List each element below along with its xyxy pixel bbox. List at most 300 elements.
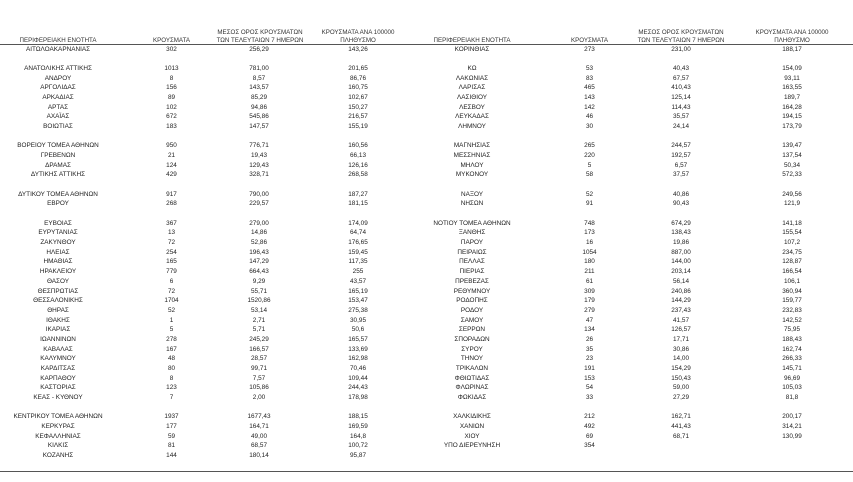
region-cell: ΖΑΚΥΝΘΟΥ bbox=[40, 239, 76, 247]
per100k-cell: 200,17 bbox=[782, 413, 802, 421]
region-cell: ΡΟΔΟΥ bbox=[460, 306, 484, 314]
cases-cell: 220 bbox=[584, 151, 595, 159]
region-cell: ΦΩΚΙΔΑΣ bbox=[457, 393, 487, 401]
per100k-cell: 96,69 bbox=[784, 374, 800, 382]
right-header-avg: ΜΕΣΟΣ ΟΡΟΣ ΚΡΟΥΣΜΑΤΩΝ ΤΩΝ ΤΕΛΕΥΤΑΙΩΝ 7 ΗΜΕΡΩΝ bbox=[637, 29, 725, 44]
cases-cell: 156 bbox=[166, 84, 177, 92]
cases-cell: 177 bbox=[166, 423, 177, 431]
cases-cell: 47 bbox=[585, 316, 594, 324]
per100k-cell: 201,65 bbox=[348, 64, 368, 72]
avg-cell: 410,43 bbox=[671, 84, 691, 92]
region-cell: ΚΑΛΥΜΝΟΥ bbox=[40, 355, 76, 363]
cases-cell: 212 bbox=[584, 413, 595, 421]
avg-cell: 279,00 bbox=[249, 219, 269, 227]
region-cell: ΑΡΚΑΔΙΑΣ bbox=[42, 93, 74, 101]
region-cell: ΘΑΣΟΥ bbox=[46, 277, 70, 285]
cases-cell: 1937 bbox=[164, 413, 179, 421]
table-row bbox=[0, 296, 853, 306]
table-row bbox=[0, 141, 853, 151]
per100k-cell: 105,03 bbox=[782, 384, 802, 392]
per100k-cell: 141,18 bbox=[782, 219, 802, 227]
per100k-cell: 143,26 bbox=[348, 45, 368, 53]
table-row bbox=[0, 209, 853, 219]
region-cell: ΠΕΛΛΑΣ bbox=[459, 258, 485, 266]
avg-cell: 8,57 bbox=[252, 74, 266, 82]
region-cell: ΙΩΑΝΝΙΝΩΝ bbox=[40, 335, 76, 343]
cases-cell: 7 bbox=[169, 393, 174, 401]
cases-cell: 302 bbox=[166, 45, 177, 53]
table-row bbox=[0, 277, 853, 287]
avg-cell: 166,57 bbox=[249, 345, 269, 353]
per100k-cell: 130,99 bbox=[782, 432, 802, 440]
avg-cell: 56,14 bbox=[673, 277, 689, 285]
cases-cell: 46 bbox=[585, 113, 594, 121]
region-cell: ΡΟΔΟΠΗΣ bbox=[456, 297, 488, 305]
region-cell: ΗΡΑΚΛΕΙΟΥ bbox=[39, 268, 77, 276]
footer-rule bbox=[0, 471, 853, 472]
avg-cell: 664,43 bbox=[249, 268, 269, 276]
region-cell: ΕΥΡΥΤΑΝΙΑΣ bbox=[38, 229, 78, 237]
region-cell: ΛΑΣΙΘΙΟΥ bbox=[456, 93, 488, 101]
cases-cell: 6 bbox=[169, 277, 174, 285]
avg-cell: 30,86 bbox=[673, 345, 689, 353]
cases-cell: 179 bbox=[584, 297, 595, 305]
region-cell: ΠΙΕΡΙΑΣ bbox=[459, 268, 485, 276]
table-row bbox=[0, 190, 853, 200]
right-header-per100k: ΚΡΟΥΣΜΑΤΑ ΑΝΑ 100000 ΠΛΗΘΥΣΜΟ bbox=[755, 29, 829, 44]
cases-cell: 273 bbox=[584, 45, 595, 53]
region-cell: ΦΛΩΡΙΝΑΣ bbox=[455, 384, 489, 392]
per100k-cell: 128,87 bbox=[782, 258, 802, 266]
cases-cell: 23 bbox=[585, 355, 594, 363]
region-cell: ΜΥΚΟΝΟΥ bbox=[455, 171, 489, 179]
region-cell: ΘΕΣΠΡΩΤΙΑΣ bbox=[37, 287, 79, 295]
table-row bbox=[0, 383, 853, 393]
cases-cell: 58 bbox=[585, 171, 594, 179]
cases-cell: 124 bbox=[166, 161, 177, 169]
per100k-cell: 66,13 bbox=[350, 151, 366, 159]
avg-cell: 256,29 bbox=[249, 45, 269, 53]
table-row bbox=[0, 451, 853, 461]
avg-cell: 99,71 bbox=[251, 364, 267, 372]
cases-cell: 779 bbox=[166, 268, 177, 276]
table-row bbox=[0, 364, 853, 374]
cases-cell: 1 bbox=[169, 316, 174, 324]
avg-cell: 129,43 bbox=[249, 161, 269, 169]
per100k-cell: 117,35 bbox=[348, 258, 368, 266]
table-row bbox=[0, 432, 853, 442]
table-row bbox=[0, 267, 853, 277]
table-row bbox=[0, 422, 853, 432]
avg-cell: 143,57 bbox=[249, 84, 269, 92]
region-cell: ΒΟΡΕΙΟΥ ΤΟΜΕΑ ΑΘΗΝΩΝ bbox=[17, 142, 99, 150]
avg-cell: 1520,86 bbox=[247, 297, 271, 305]
per100k-cell: 169,59 bbox=[348, 423, 368, 431]
region-cell: ΕΒΡΟΥ bbox=[47, 200, 69, 208]
region-cell: ΚΑΡΔΙΤΣΑΣ bbox=[40, 364, 76, 372]
per100k-cell: 30,95 bbox=[350, 316, 366, 324]
avg-cell: 19,43 bbox=[251, 151, 267, 159]
cases-cell: 211 bbox=[584, 268, 595, 276]
avg-cell: 2,00 bbox=[252, 393, 266, 401]
cases-cell: 950 bbox=[166, 142, 177, 150]
table-row bbox=[0, 83, 853, 93]
cases-cell: 142 bbox=[584, 103, 595, 111]
per100k-cell: 86,76 bbox=[350, 74, 366, 82]
cases-cell: 265 bbox=[584, 142, 595, 150]
avg-cell: 154,29 bbox=[671, 364, 691, 372]
avg-cell: 441,43 bbox=[671, 423, 691, 431]
avg-cell: 192,57 bbox=[671, 151, 691, 159]
per100k-cell: 155,19 bbox=[348, 122, 368, 130]
per100k-cell: 106,1 bbox=[784, 277, 800, 285]
avg-cell: 90,43 bbox=[673, 200, 689, 208]
per100k-cell: 188,15 bbox=[348, 413, 368, 421]
avg-cell: 6,57 bbox=[674, 161, 688, 169]
cases-cell: 72 bbox=[167, 287, 176, 295]
table-row bbox=[0, 403, 853, 413]
region-cell: ΚΑΡΠΑΘΟΥ bbox=[40, 374, 76, 382]
region-cell: ΚΕΦΑΛΛΗΝΙΑΣ bbox=[35, 432, 81, 440]
region-cell: ΚΟΡΙΝΘΙΑΣ bbox=[454, 45, 490, 53]
region-cell: ΝΑΞΟΥ bbox=[460, 190, 484, 198]
cases-cell: 165 bbox=[166, 258, 177, 266]
per100k-cell: 187,27 bbox=[348, 190, 368, 198]
region-cell: ΞΑΝΘΗΣ bbox=[458, 229, 486, 237]
avg-cell: 85,29 bbox=[251, 93, 267, 101]
avg-cell: 28,57 bbox=[251, 355, 267, 363]
avg-cell: 125,14 bbox=[671, 93, 691, 101]
table-row bbox=[0, 335, 853, 345]
left-header-per100k: ΚΡΟΥΣΜΑΤΑ ΑΝΑ 100000 ΠΛΗΘΥΣΜΟ bbox=[321, 29, 395, 44]
avg-cell: 328,71 bbox=[249, 171, 269, 179]
per100k-cell: 268,58 bbox=[348, 171, 368, 179]
avg-cell: 240,86 bbox=[671, 287, 691, 295]
table-row bbox=[0, 112, 853, 122]
region-cell: ΘΕΣΣΑΛΟΝΙΚΗΣ bbox=[33, 297, 83, 305]
region-cell: ΚΑΣΤΟΡΙΑΣ bbox=[40, 384, 76, 392]
per100k-cell: 188,17 bbox=[782, 45, 802, 53]
region-cell: ΦΘΙΩΤΙΔΑΣ bbox=[454, 374, 490, 382]
cases-cell: 191 bbox=[584, 364, 595, 372]
cases-cell: 48 bbox=[167, 355, 176, 363]
per100k-cell: 232,83 bbox=[782, 306, 802, 314]
avg-cell: 41,57 bbox=[673, 316, 689, 324]
per100k-cell: 121,9 bbox=[784, 200, 800, 208]
per100k-cell: 159,77 bbox=[782, 297, 802, 305]
table-row bbox=[0, 345, 853, 355]
region-cell: ΚΑΒΑΛΑΣ bbox=[43, 345, 73, 353]
avg-cell: 162,71 bbox=[671, 413, 691, 421]
region-cell: ΧΙΟΥ bbox=[464, 432, 480, 440]
region-cell: ΑΝΔΡΟΥ bbox=[44, 74, 72, 82]
cases-cell: 102 bbox=[166, 103, 177, 111]
per100k-cell: 165,19 bbox=[348, 287, 368, 295]
table-row bbox=[0, 228, 853, 238]
avg-cell: 67,57 bbox=[673, 74, 689, 82]
table-row bbox=[0, 103, 853, 113]
cases-cell: 173 bbox=[584, 229, 595, 237]
table-row bbox=[0, 122, 853, 132]
avg-cell: 40,43 bbox=[673, 64, 689, 72]
avg-cell: 114,43 bbox=[671, 103, 691, 111]
per100k-cell: 174,09 bbox=[348, 219, 368, 227]
avg-cell: 138,43 bbox=[671, 229, 691, 237]
per100k-cell: 160,56 bbox=[348, 142, 368, 150]
per100k-cell: 166,54 bbox=[782, 268, 802, 276]
cases-cell: 53 bbox=[585, 64, 594, 72]
avg-cell: 231,00 bbox=[671, 45, 691, 53]
region-cell: ΤΡΙΚΑΛΩΝ bbox=[455, 364, 489, 372]
per100k-cell: 275,38 bbox=[348, 306, 368, 314]
table-row bbox=[0, 441, 853, 451]
region-cell: ΔΥΤΙΚΗΣ ΑΤΤΙΚΗΣ bbox=[30, 171, 86, 179]
avg-cell: 53,14 bbox=[251, 306, 267, 314]
per100k-cell: 133,69 bbox=[348, 345, 368, 353]
per100k-cell: 137,54 bbox=[782, 151, 802, 159]
avg-cell: 105,86 bbox=[249, 384, 269, 392]
per100k-cell: 155,54 bbox=[782, 229, 802, 237]
avg-cell: 9,29 bbox=[252, 277, 266, 285]
avg-cell: 180,14 bbox=[249, 452, 269, 460]
per100k-cell: 249,56 bbox=[782, 190, 802, 198]
avg-cell: 150,43 bbox=[671, 374, 691, 382]
region-cell: ΛΑΡΙΣΑΣ bbox=[458, 84, 486, 92]
per100k-cell: 181,15 bbox=[348, 200, 368, 208]
region-cell: ΥΠΟ ΔΙΕΡΕΥΝΗΣΗ bbox=[443, 442, 501, 450]
region-cell: ΚΙΛΚΙΣ bbox=[47, 442, 69, 450]
avg-cell: 196,43 bbox=[249, 248, 269, 256]
region-cell: ΚΟΖΑΝΗΣ bbox=[42, 452, 74, 460]
region-cell: ΛΕΥΚΑΔΑΣ bbox=[455, 113, 489, 121]
table-row bbox=[0, 199, 853, 209]
cases-cell: 143 bbox=[584, 93, 595, 101]
cases-cell: 367 bbox=[166, 219, 177, 227]
per100k-cell: 244,43 bbox=[348, 384, 368, 392]
region-cell: ΘΗΡΑΣ bbox=[47, 306, 69, 314]
per100k-cell: 164,8 bbox=[350, 432, 366, 440]
per100k-cell: 164,28 bbox=[782, 103, 802, 111]
per100k-cell: 70,46 bbox=[350, 364, 366, 372]
region-cell: ΣΕΡΡΩΝ bbox=[458, 326, 486, 334]
table-row bbox=[0, 54, 853, 64]
per100k-cell: 216,57 bbox=[348, 113, 368, 121]
per100k-cell: 189,7 bbox=[784, 93, 800, 101]
cases-cell: 81 bbox=[167, 442, 176, 450]
per100k-cell: 145,71 bbox=[782, 364, 802, 372]
avg-cell: 147,57 bbox=[249, 122, 269, 130]
cases-cell: 134 bbox=[584, 326, 595, 334]
avg-cell: 14,86 bbox=[251, 229, 267, 237]
region-cell: ΣΥΡΟΥ bbox=[461, 345, 483, 353]
cases-cell: 1054 bbox=[582, 248, 597, 256]
avg-cell: 17,71 bbox=[673, 335, 689, 343]
avg-cell: 790,00 bbox=[249, 190, 269, 198]
cases-cell: 83 bbox=[585, 74, 594, 82]
per100k-cell: 153,47 bbox=[348, 297, 368, 305]
table-row bbox=[0, 316, 853, 326]
table-row bbox=[0, 64, 853, 74]
region-cell: ΧΑΝΙΩΝ bbox=[459, 423, 485, 431]
region-cell: ΣΑΜΟΥ bbox=[460, 316, 484, 324]
per100k-cell: 107,2 bbox=[784, 239, 800, 247]
region-cell: ΒΟΙΩΤΙΑΣ bbox=[43, 122, 73, 130]
avg-cell: 674,29 bbox=[671, 219, 691, 227]
cases-cell: 309 bbox=[584, 287, 595, 295]
cases-cell: 5 bbox=[587, 161, 592, 169]
cases-cell: 1704 bbox=[164, 297, 179, 305]
per100k-cell: 75,95 bbox=[784, 326, 800, 334]
per100k-cell: 266,33 bbox=[782, 355, 802, 363]
left-header-avg: ΜΕΣΟΣ ΟΡΟΣ ΚΡΟΥΣΜΑΤΩΝ ΤΩΝ ΤΕΛΕΥΤΑΙΩΝ 7 ΗΜΕΡΩΝ bbox=[216, 29, 304, 44]
table-row bbox=[0, 170, 853, 180]
cases-cell: 917 bbox=[166, 190, 177, 198]
region-cell: ΔΥΤΙΚΟΥ ΤΟΜΕΑ ΑΘΗΝΩΝ bbox=[18, 190, 98, 198]
avg-cell: 229,57 bbox=[249, 200, 269, 208]
avg-cell: 35,57 bbox=[673, 113, 689, 121]
cases-cell: 278 bbox=[166, 335, 177, 343]
region-cell: ΛΗΜΝΟΥ bbox=[458, 122, 486, 130]
per100k-cell: 255 bbox=[352, 268, 364, 276]
per100k-cell: 194,15 bbox=[782, 113, 802, 121]
cases-cell: 21 bbox=[167, 151, 176, 159]
region-cell: ΚΩ bbox=[467, 64, 477, 72]
table-row bbox=[0, 325, 853, 335]
cases-cell: 5 bbox=[169, 326, 174, 334]
cases-cell: 144 bbox=[166, 452, 177, 460]
table-row bbox=[0, 74, 853, 84]
avg-cell: 144,00 bbox=[671, 258, 691, 266]
cases-cell: 279 bbox=[584, 306, 595, 314]
per100k-cell: 43,57 bbox=[350, 277, 366, 285]
per100k-cell: 176,65 bbox=[348, 239, 368, 247]
avg-cell: 94,86 bbox=[251, 103, 267, 111]
cases-cell: 59 bbox=[167, 432, 176, 440]
cases-cell: 254 bbox=[166, 248, 177, 256]
cases-cell: 354 bbox=[584, 442, 595, 450]
avg-cell: 59,00 bbox=[673, 384, 689, 392]
per100k-cell: 64,74 bbox=[350, 229, 366, 237]
avg-cell: 40,86 bbox=[673, 190, 689, 198]
per100k-cell: 81,8 bbox=[785, 393, 799, 401]
cases-cell: 465 bbox=[584, 84, 595, 92]
cases-cell: 16 bbox=[585, 239, 594, 247]
cases-cell: 33 bbox=[585, 393, 594, 401]
per100k-cell: 234,75 bbox=[782, 248, 802, 256]
avg-cell: 68,71 bbox=[673, 432, 689, 440]
cases-cell: 61 bbox=[585, 277, 594, 285]
cases-cell: 35 bbox=[585, 345, 594, 353]
region-cell: ΕΥΒΟΙΑΣ bbox=[44, 219, 72, 227]
cases-cell: 80 bbox=[167, 364, 176, 372]
region-cell: ΜΗΛΟΥ bbox=[460, 161, 484, 169]
table-row bbox=[0, 132, 853, 142]
region-cell: ΔΡΑΜΑΣ bbox=[45, 161, 71, 169]
region-cell: ΠΕΙΡΑΙΩΣ bbox=[457, 248, 487, 256]
cases-cell: 183 bbox=[166, 122, 177, 130]
table-row bbox=[0, 93, 853, 103]
avg-cell: 24,14 bbox=[673, 122, 689, 130]
cases-cell: 167 bbox=[166, 345, 177, 353]
avg-cell: 781,00 bbox=[249, 64, 269, 72]
avg-cell: 1677,43 bbox=[247, 413, 271, 421]
cases-cell: 268 bbox=[166, 200, 177, 208]
per100k-cell: 109,44 bbox=[348, 374, 368, 382]
per100k-cell: 100,72 bbox=[348, 442, 368, 450]
region-cell: ΑΝΑΤΟΛΙΚΗΣ ΑΤΤΙΚΗΣ bbox=[24, 64, 92, 72]
region-cell: ΚΕΡΚΥΡΑΣ bbox=[41, 423, 75, 431]
avg-cell: 14,00 bbox=[673, 355, 689, 363]
avg-cell: 7,57 bbox=[252, 374, 266, 382]
cases-cell: 123 bbox=[166, 384, 177, 392]
cases-cell: 91 bbox=[585, 200, 594, 208]
cases-cell: 69 bbox=[585, 432, 594, 440]
avg-cell: 776,71 bbox=[249, 142, 269, 150]
cases-cell: 672 bbox=[166, 113, 177, 121]
per100k-cell: 178,98 bbox=[348, 393, 368, 401]
region-cell: ΠΡΕΒΕΖΑΣ bbox=[455, 277, 489, 285]
cases-cell: 748 bbox=[584, 219, 595, 227]
avg-cell: 49,00 bbox=[251, 432, 267, 440]
region-cell: ΚΕΑΣ - ΚΥΘΝΟΥ bbox=[33, 393, 83, 401]
per100k-cell: 102,67 bbox=[348, 93, 368, 101]
cases-cell: 8 bbox=[169, 74, 174, 82]
cases-cell: 13 bbox=[167, 229, 176, 237]
cases-cell: 30 bbox=[585, 122, 594, 130]
region-cell: ΑΡΤΑΣ bbox=[47, 103, 69, 111]
avg-cell: 68,57 bbox=[251, 442, 267, 450]
per100k-cell: 165,57 bbox=[348, 335, 368, 343]
per100k-cell: 50,6 bbox=[351, 326, 365, 334]
table-row bbox=[0, 161, 853, 171]
cases-cell: 1013 bbox=[164, 64, 179, 72]
per100k-cell: 50,34 bbox=[784, 161, 800, 169]
table-row bbox=[0, 354, 853, 364]
per100k-cell: 572,33 bbox=[782, 171, 802, 179]
per100k-cell: 314,21 bbox=[782, 423, 802, 431]
cases-cell: 72 bbox=[167, 239, 176, 247]
right-header-region: ΠΕΡΙΦΕΡΕΙΑΚΗ ΕΝΟΤΗΤΑ bbox=[433, 37, 511, 44]
table-row bbox=[0, 412, 853, 422]
per100k-cell: 95,87 bbox=[350, 452, 366, 460]
table-row bbox=[0, 248, 853, 258]
region-cell: ΗΛΕΙΑΣ bbox=[46, 248, 70, 256]
avg-cell: 245,29 bbox=[249, 335, 269, 343]
right-header-cases: ΚΡΟΥΣΜΑΤΑ bbox=[570, 37, 609, 44]
table-row bbox=[0, 257, 853, 267]
per100k-cell: 162,74 bbox=[782, 345, 802, 353]
per100k-cell: 139,47 bbox=[782, 142, 802, 150]
per100k-cell: 142,52 bbox=[782, 316, 802, 324]
avg-cell: 147,29 bbox=[249, 258, 269, 266]
table-row bbox=[0, 238, 853, 248]
region-cell: ΤΗΝΟΥ bbox=[460, 355, 484, 363]
table-row bbox=[0, 151, 853, 161]
cases-cell: 26 bbox=[585, 335, 594, 343]
per100k-cell: 150,27 bbox=[348, 103, 368, 111]
per100k-cell: 162,98 bbox=[348, 355, 368, 363]
region-cell: ΛΑΚΩΝΙΑΣ bbox=[455, 74, 489, 82]
left-header-region: ΠΕΡΙΦΕΡΕΙΑΚΗ ΕΝΟΤΗΤΑ bbox=[19, 37, 97, 44]
region-cell: ΛΕΣΒΟΥ bbox=[459, 103, 485, 111]
left-header-cases: ΚΡΟΥΣΜΑΤΑ bbox=[152, 37, 191, 44]
region-cell: ΙΘΑΚΗΣ bbox=[46, 316, 70, 324]
avg-cell: 55,71 bbox=[251, 287, 267, 295]
region-cell: ΓΡΕΒΕΝΩΝ bbox=[40, 151, 76, 159]
region-cell: ΑΡΓΟΛΙΔΑΣ bbox=[40, 84, 76, 92]
region-cell: ΧΑΛΚΙΔΙΚΗΣ bbox=[453, 413, 491, 421]
region-cell: ΑΙΤΩΛΟΑΚΑΡΝΑΝΙΑΣ bbox=[25, 45, 91, 53]
